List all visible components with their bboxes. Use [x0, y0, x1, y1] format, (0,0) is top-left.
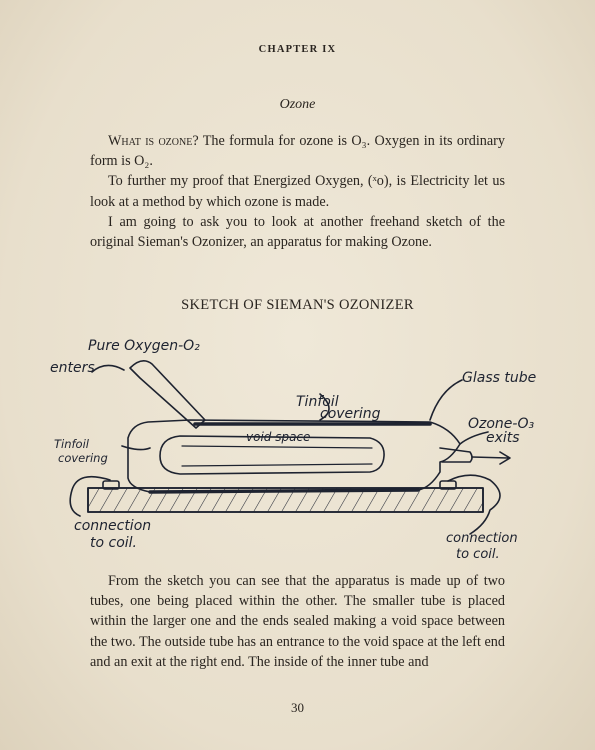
label-void-space: void space — [246, 430, 311, 444]
label-covering-left: covering — [58, 451, 108, 465]
label-enters: enters — [50, 360, 95, 376]
ozonizer-sketch — [0, 320, 595, 565]
page-number: 30 — [291, 700, 304, 715]
intro-text — [90, 131, 505, 252]
body-text — [90, 571, 505, 672]
outlet-arrow — [472, 452, 510, 464]
label-pure-oxygen: Pure Oxygen-O₂ — [88, 338, 200, 354]
tinfoil-bottom — [150, 490, 418, 492]
label-to-coil-right: to coil. — [456, 547, 500, 562]
section-title: Ozone — [279, 97, 316, 112]
paragraph-1 — [90, 131, 505, 171]
label-glass-tube: Glass tube — [462, 370, 537, 386]
paragraph-1-lead: What is ozone? — [108, 133, 199, 149]
label-covering-top: covering — [320, 406, 381, 422]
label-to-coil-left: to coil. — [90, 535, 137, 551]
paragraph-4: From the sketch you can see that the apparatus is made up of two tubes, one being placed within the other. The smaller tube is placed within the larger one and the ends sealed making a void space between the two. The outside tube has an entrance to the void space at the left end and an exit at the right end. The inside of the inner tube and — [90, 573, 505, 670]
inlet-tube — [130, 361, 205, 428]
label-exits: exits — [486, 430, 520, 446]
label-connection-left: connection — [74, 518, 152, 534]
paragraph-2: To further my proof that Energized Oxygen, (ˣo), is Electricity let us look at a method by which ozone is made. — [90, 173, 505, 210]
label-tinfoil-left: Tinfoil — [54, 437, 89, 451]
paragraph-3: I am going to ask you to look at another freehand sketch of the original Sieman's Ozonizer, an apparatus for making Ozone. — [90, 213, 505, 251]
label-ozone: Ozone-O₃ — [468, 416, 535, 432]
label-connection-right: connection — [446, 531, 518, 546]
label-tinfoil-top: Tinfoil — [296, 394, 339, 410]
paragraph-1-rest: The formula for ozone is O₃. Oxygen in its ordinary form is O₂. — [90, 133, 505, 170]
chapter-heading: CHAPTER IX — [258, 44, 337, 55]
sketch-title: SKETCH OF SIEMAN'S OZONIZER — [181, 297, 414, 313]
